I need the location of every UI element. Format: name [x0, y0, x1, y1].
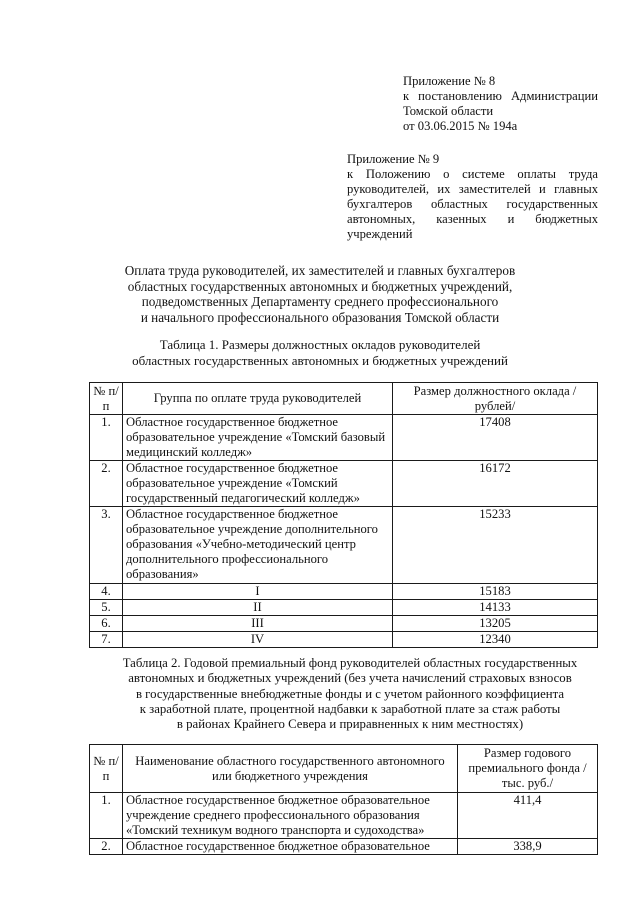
row-name: Областное государственное бюджетное образовательное [123, 839, 458, 855]
appendix-9-header [347, 152, 598, 242]
appendix-9-line: руководителей, их заместителей и главных [347, 182, 598, 196]
row-num: 6. [90, 616, 123, 632]
title-line: областных государственных автономных и бюджетных учреждений, [127, 278, 513, 294]
row-name: IV [123, 632, 393, 648]
row-num: 2. [90, 839, 123, 855]
table-row [90, 415, 598, 461]
row-num: 7. [90, 632, 123, 648]
row-name: Областное государственное бюджетное образовательное учреждение дополнительного образования «Учебно-методический центр дополнительного профессионального образования» [123, 507, 393, 584]
header-salary: Размер должностного оклада /рублей/ [393, 383, 598, 415]
table-row [90, 600, 598, 616]
row-value: 16172 [393, 461, 598, 507]
header-name: Наименование областного государственного автономного или бюджетного учреждения [123, 745, 458, 793]
title-line: и начального профессионального образования Томской области [140, 309, 500, 325]
appendix-9-line: бухгалтеров областных государственных [347, 197, 598, 211]
table-row [90, 632, 598, 648]
appendix-8-line: Приложение № 8 [403, 74, 496, 88]
row-value: 338,9 [458, 839, 598, 855]
table-row [90, 584, 598, 600]
table-header-row [90, 383, 598, 415]
header-group: Группа по оплате труда руководителей [123, 383, 393, 415]
title-line: Оплата труда руководителей, их заместителей и главных бухгалтеров [124, 263, 516, 278]
row-name: Областное государственное бюджетное образовательное учреждение «Томский государственный педагогический колледж» [123, 461, 393, 507]
row-num: 1. [90, 793, 123, 839]
appendix-8-line: от 03.06.2015 № 194а [403, 119, 518, 133]
appendix-8-header [403, 74, 598, 134]
appendix-9-line: учреждений [347, 227, 413, 241]
table-2-caption-line: в государственные внебюджетные фонды и с учетом районного коэффициента [135, 686, 565, 701]
row-name: II [123, 600, 393, 616]
row-value: 13205 [393, 616, 598, 632]
table-row [90, 461, 598, 507]
header-num: № п/п [90, 383, 123, 415]
table-2-caption-line: автономных и бюджетных учреждений (без учета начислений страховых взносов [128, 671, 572, 686]
row-value: 15233 [393, 507, 598, 584]
row-name: Областное государственное бюджетное образовательное учреждение среднего профессионального образования «Томский техникум водного транспорта и судоходства» [123, 793, 458, 839]
document-title [60, 263, 580, 325]
appendix-9-line: автономных, казенных и бюджетных [347, 212, 598, 226]
row-value: 17408 [393, 415, 598, 461]
premium-fund-table [89, 744, 598, 855]
row-value: 411,4 [458, 793, 598, 839]
row-num: 2. [90, 461, 123, 507]
row-value: 14133 [393, 600, 598, 616]
row-num: 1. [90, 415, 123, 461]
row-name: Областное государственное бюджетное образовательное учреждение «Томский базовый медицинский колледж» [123, 415, 393, 461]
table-2-caption-line: в районах Крайнего Севера и приравненных к ним местностях) [176, 717, 524, 732]
table-1-caption-line: областных государственных автономных и бюджетных учреждений [132, 352, 508, 368]
row-name: III [123, 616, 393, 632]
table-1-caption-line: Таблица 1. Размеры должностных окладов руководителей [159, 337, 481, 352]
table-row [90, 507, 598, 584]
appendix-8-line: к постановлению Администрации [403, 89, 598, 103]
appendix-9-line: к Положению о системе оплаты труда [347, 167, 598, 181]
row-num: 3. [90, 507, 123, 584]
table-row [90, 839, 598, 855]
row-num: 5. [90, 600, 123, 616]
row-value: 15183 [393, 584, 598, 600]
appendix-9-line: Приложение № 9 [347, 152, 440, 166]
salary-table [89, 382, 598, 648]
header-num: № п/п [90, 745, 123, 793]
table-row [90, 793, 598, 839]
row-value: 12340 [393, 632, 598, 648]
table-2-caption-line: к заработной плате, процентной надбавки к заработной плате за стаж работы [139, 701, 561, 716]
table-2-caption-line: Таблица 2. Годовой премиальный фонд руководителей областных государственных [122, 656, 578, 670]
row-num: 4. [90, 584, 123, 600]
table-1-caption [100, 337, 540, 368]
table-row [90, 616, 598, 632]
row-name: I [123, 584, 393, 600]
appendix-8-line: Томской области [403, 104, 494, 118]
title-line: подведомственных Департаменту среднего профессионального [141, 294, 499, 309]
table-2-caption [60, 656, 640, 732]
header-fund: Размер годового премиального фонда /тыс. руб./ [458, 745, 598, 793]
table-header-row [90, 745, 598, 793]
